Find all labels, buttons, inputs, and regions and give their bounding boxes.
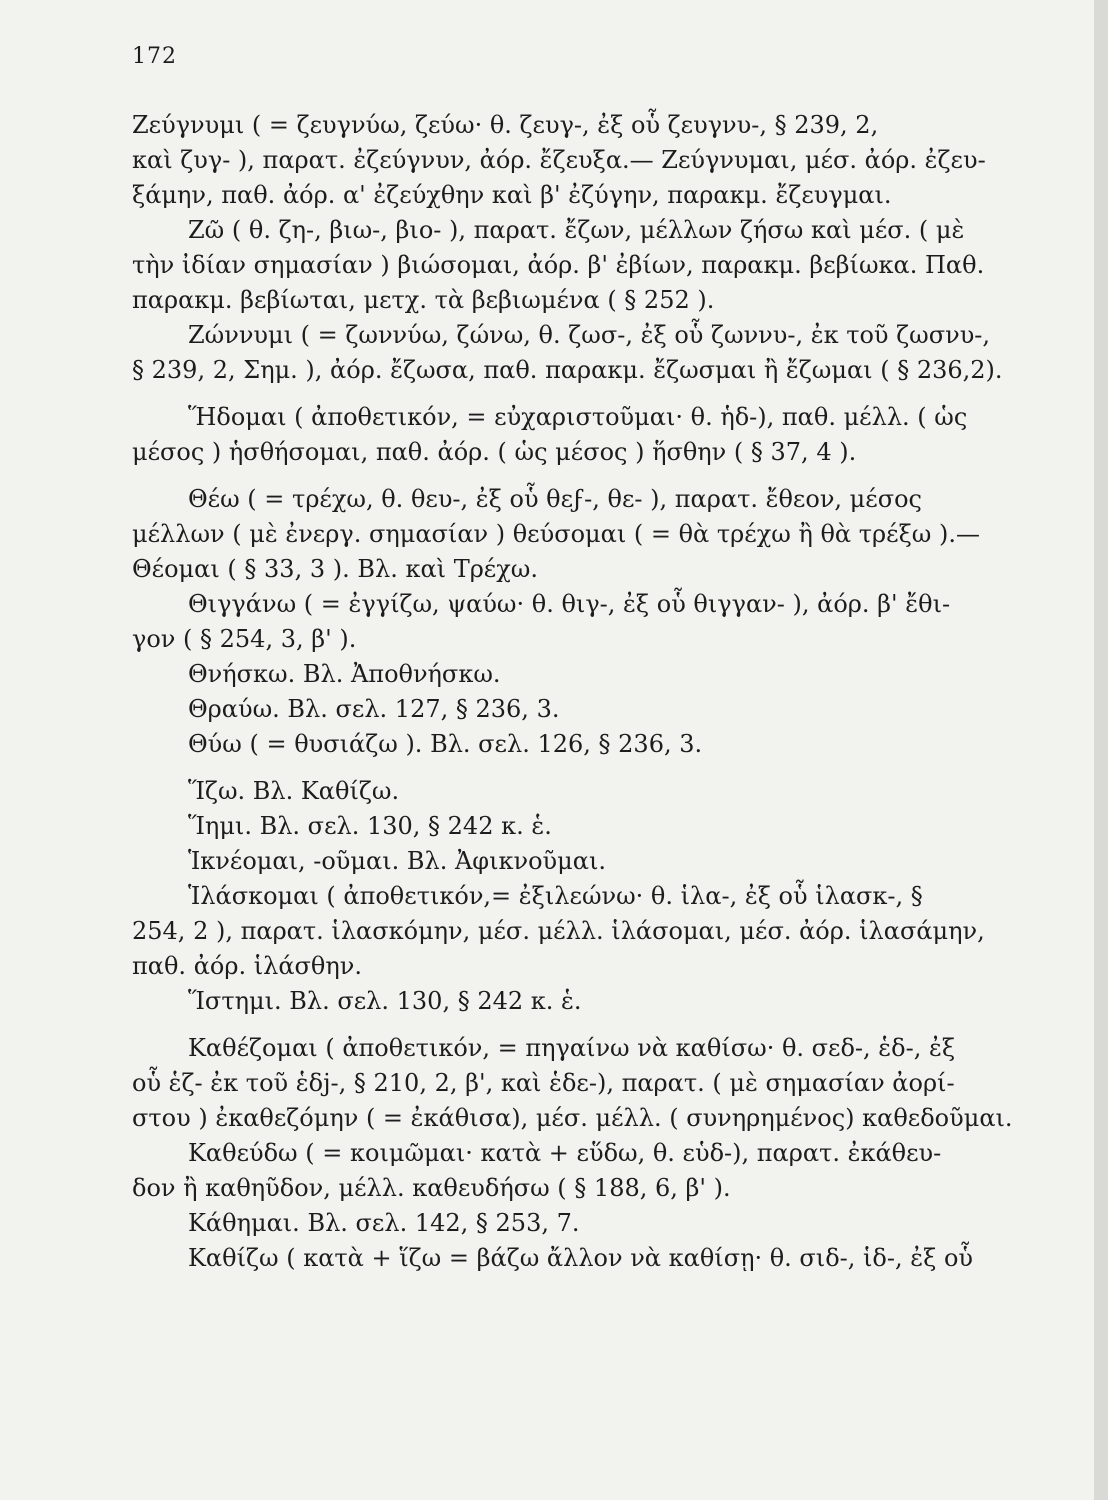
text-line: Καθέζομαι ( ἀποθετικόν, = πηγαίνω νὰ καθίσω· θ. σεδ-, ἑδ-, ἐξ	[188, 1034, 956, 1062]
text-line: γον ( § 254, 3, β' ).	[132, 625, 357, 653]
text-line: οὗ ἑζ- ἐκ τοῦ ἑδj-, § 210, 2, β', καὶ ἑδε-), παρατ. ( μὲ σημασίαν ἀορί-	[132, 1069, 955, 1097]
text-line: μέλλων ( μὲ ἐνεργ. σημασίαν ) θεύσομαι ( = θὰ τρέχω ἢ θὰ τρέξω ).—	[132, 520, 980, 548]
text-line: μέσος ) ἡσθήσομαι, παθ. ἀόρ. ( ὡς μέσος ) ἥσθην ( § 37, 4 ).	[132, 438, 857, 466]
text-line: καὶ ζυγ- ), παρατ. ἐζεύγνυν, ἀόρ. ἔζευξα.— Ζεύγνυμαι, μέσ. ἀόρ. ἐζευ-	[132, 146, 986, 174]
text-line: Καθίζω ( κατὰ + ἵζω = βάζω ἄλλον νὰ καθίσῃ· θ. σιδ-, ἱδ-, ἐξ οὗ	[188, 1244, 974, 1272]
text-line: ξάμην, παθ. ἀόρ. α' ἐζεύχθην καὶ β' ἐζύγην, παρακμ. ἔζευγμαι.	[132, 181, 892, 209]
text-line: δον ἢ καθηῦδον, μέλλ. καθευδήσω ( § 188, 6, β' ).	[132, 1174, 731, 1202]
text-line: Θνήσκω. Βλ. Ἀποθνήσκω.	[188, 660, 501, 688]
dictionary-text	[132, 108, 1013, 1276]
text-line: Θέω ( = τρέχω, θ. θευ-, ἐξ οὗ θεϝ-, θε- ), παρατ. ἔθεον, μέσος	[188, 485, 922, 513]
text-line: Καθεύδω ( = κοιμῶμαι· κατὰ + εὕδω, θ. εὑδ-), παρατ. ἐκάθευ-	[188, 1139, 942, 1167]
text-line: παθ. ἀόρ. ἱλάσθην.	[132, 952, 362, 980]
text-line: 254, 2 ), παρατ. ἱλασκόμην, μέσ. μέλλ. ἱλάσομαι, μέσ. ἀόρ. ἱλασάμην,	[132, 917, 985, 945]
text-line: τὴν ἰδίαν σημασίαν ) βιώσομαι, ἀόρ. β' ἐβίων, παρακμ. βεβίωκα. Παθ.	[132, 251, 985, 279]
text-line: παρακμ. βεβίωται, μετχ. τὰ βεβιωμένα ( § 252 ).	[132, 286, 715, 314]
text-line: Ζώννυμι ( = ζωννύω, ζώνω, θ. ζωσ-, ἐξ οὗ ζωννυ-, ἐκ τοῦ ζωσνυ-,	[188, 321, 991, 349]
text-line: Ἵζω. Βλ. Καθίζω.	[188, 777, 400, 805]
text-line: Ζεύγνυμι ( = ζευγνύω, ζεύω· θ. ζευγ-, ἐξ οὗ ζευγνυ-, § 239, 2,	[132, 111, 879, 139]
text-line: Θιγγάνω ( = ἐγγίζω, ψαύω· θ. θιγ-, ἐξ οὗ θιγγαν- ), ἀόρ. β' ἔθι-	[188, 590, 951, 618]
text-line: Θραύω. Βλ. σελ. 127, § 236, 3.	[188, 695, 560, 723]
text-line: Θύω ( = θυσιάζω ). Βλ. σελ. 126, § 236, 3.	[188, 730, 703, 758]
text-line: § 239, 2, Σημ. ), ἀόρ. ἔζωσα, παθ. παρακμ. ἔζωσμαι ἢ ἔζωμαι ( § 236,2).	[132, 356, 1003, 384]
text-line: στου ) ἐκαθεζόμην ( = ἐκάθισα), μέσ. μέλλ. ( συνηρημένος) καθεδοῦμαι.	[132, 1104, 1013, 1132]
text-line: Ἱλάσκομαι ( ἀποθετικόν,= ἐξιλεώνω· θ. ἱλα-, ἐξ οὗ ἱλασκ-, §	[188, 882, 923, 910]
text-line: Ἱκνέομαι, -οῦμαι. Βλ. Ἀφικνοῦμαι.	[188, 847, 606, 875]
text-line: Ἥδομαι ( ἀποθετικόν, = εὐχαριστοῦμαι· θ. ἡδ-), παθ. μέλλ. ( ὡς	[188, 403, 968, 431]
text-line: Ζῶ ( θ. ζη-, βιω-, βιο- ), παρατ. ἔζων, μέλλων ζήσω καὶ μέσ. ( μὲ	[188, 216, 965, 244]
page-number: 172	[132, 44, 177, 69]
text-line: Ἵστημι. Βλ. σελ. 130, § 242 κ. ἑ.	[188, 987, 582, 1015]
text-line: Ἵημι. Βλ. σελ. 130, § 242 κ. ἑ.	[188, 812, 552, 840]
text-line: Θέομαι ( § 33, 3 ). Βλ. καὶ Τρέχω.	[132, 555, 538, 583]
text-line: Κάθημαι. Βλ. σελ. 142, § 253, 7.	[188, 1209, 580, 1237]
